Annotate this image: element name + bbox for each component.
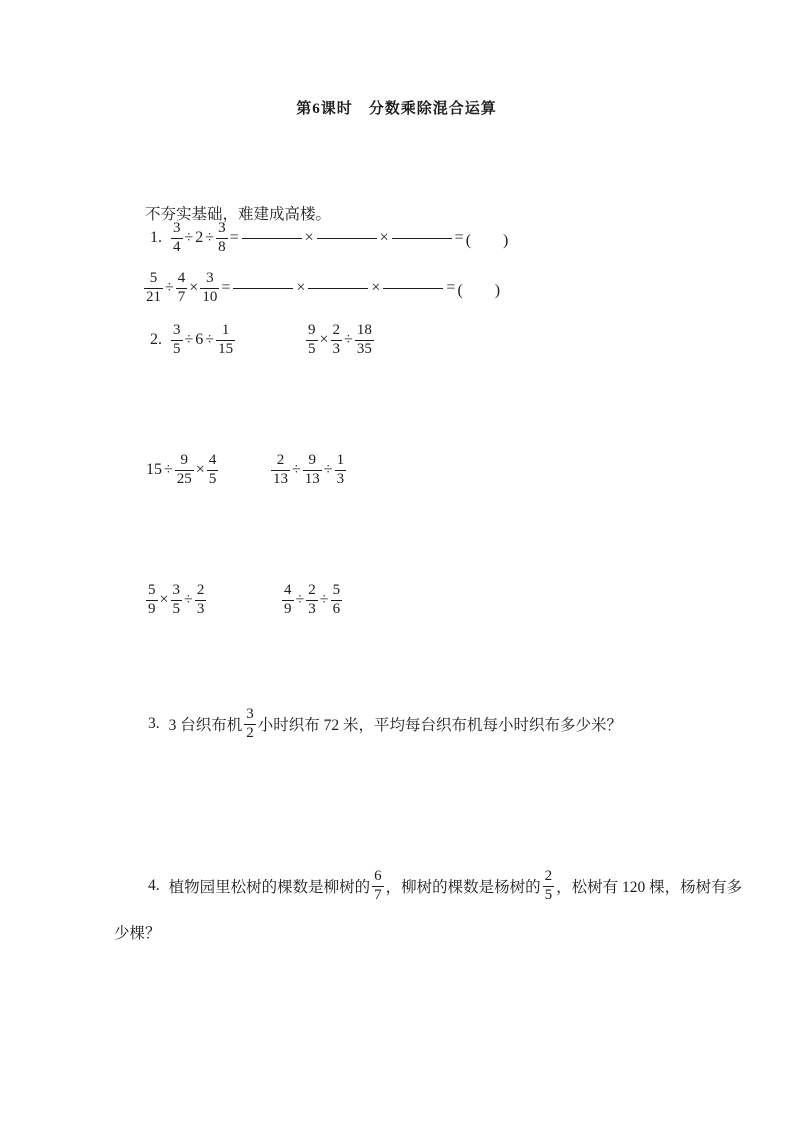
fraction-numerator: 2	[306, 582, 318, 600]
fraction-numerator: 3	[171, 322, 183, 340]
fraction-numerator: 18	[355, 322, 374, 340]
fraction-numerator: 4	[207, 452, 219, 470]
fraction-denominator: 10	[202, 288, 218, 305]
problem-2-row-2-left	[145, 448, 219, 492]
answer-blank-line	[392, 238, 452, 239]
fraction	[355, 322, 374, 358]
operator: =	[446, 279, 456, 296]
text-run: 2	[195, 229, 204, 246]
fraction-numerator: 5	[331, 582, 343, 600]
fraction-numerator: 3	[216, 220, 228, 238]
problem-4-text-line-2	[113, 910, 162, 954]
fraction	[195, 582, 207, 618]
fraction-numerator: 2	[271, 452, 290, 470]
operator: ÷	[344, 331, 353, 348]
answer-blank-line	[317, 238, 377, 239]
fraction-numerator: 1	[335, 452, 347, 470]
answer-blank-line	[308, 288, 368, 289]
fraction	[144, 270, 163, 306]
fraction	[176, 270, 188, 306]
operator: ×	[159, 591, 169, 608]
operator: ÷	[292, 461, 301, 478]
page-title: 第6课时 分数乘除混合运算	[296, 101, 497, 117]
operator: ×	[296, 279, 306, 296]
operator: ×	[371, 279, 381, 296]
problem-2-row-3-right	[281, 578, 343, 622]
fraction	[171, 322, 183, 358]
fraction-numerator: 5	[146, 582, 158, 600]
operator: ×	[189, 279, 199, 296]
fraction-numerator: 4	[282, 582, 294, 600]
fraction-numerator: 4	[176, 270, 188, 288]
fraction-denominator: 9	[284, 600, 292, 617]
operator: ÷	[165, 279, 174, 296]
fraction	[175, 452, 194, 488]
problem-2-row-1-left	[150, 318, 236, 362]
problem-number: 4.	[148, 877, 160, 894]
fraction-denominator: 5	[172, 600, 181, 617]
fraction	[216, 322, 235, 358]
text-run: 3 台织布机	[168, 717, 243, 734]
operator: ÷	[205, 229, 215, 246]
fraction	[306, 582, 318, 618]
operator: ÷	[323, 461, 333, 478]
fraction-numerator: 1	[216, 322, 235, 340]
intro-text: 不夯实基础，难建成高楼。	[145, 205, 332, 223]
fraction-denominator: 3	[308, 600, 316, 617]
operator: ×	[304, 229, 314, 246]
fraction-denominator: 2	[246, 724, 254, 741]
fraction	[244, 706, 256, 742]
text-run: 少棵？	[114, 925, 161, 942]
operator: ÷	[164, 461, 173, 478]
fraction-denominator: 3	[332, 340, 341, 357]
fraction-numerator: 3	[244, 706, 256, 724]
problem-number: 3.	[148, 715, 160, 732]
text-run: 15	[146, 461, 162, 478]
problem-1-line-1	[150, 216, 509, 260]
fraction	[200, 270, 219, 306]
fraction-numerator: 3	[200, 270, 219, 288]
fraction-denominator: 3	[196, 600, 205, 617]
fraction	[331, 582, 343, 618]
text-run: 小时织布 72 米，平均每台织布机每小时织布多少米？	[257, 717, 623, 734]
operator: ×	[195, 461, 205, 478]
fraction-numerator: 2	[543, 868, 555, 886]
fraction-numerator: 2	[331, 322, 343, 340]
operator: ×	[379, 229, 389, 246]
problem-number: 2.	[150, 331, 162, 348]
fraction	[372, 868, 384, 904]
answer-blank-line	[233, 288, 293, 289]
text-run: ，柳树的棵数是杨树的	[385, 879, 541, 896]
answer-blank-line	[242, 238, 302, 239]
fraction-denominator: 8	[218, 238, 226, 255]
fraction	[335, 452, 347, 488]
operator: ÷	[184, 229, 194, 246]
fraction-denominator: 3	[336, 470, 345, 487]
fraction-denominator: 6	[332, 600, 341, 617]
fraction-denominator: 35	[356, 340, 372, 357]
fraction-denominator: 7	[177, 288, 186, 305]
fraction-denominator: 21	[146, 288, 161, 305]
text-run: 6	[195, 331, 204, 348]
fraction-numerator: 6	[372, 868, 384, 886]
fraction-denominator: 4	[173, 238, 181, 255]
problem-3-text	[148, 702, 623, 746]
fraction-numerator: 3	[171, 220, 183, 238]
operator: ÷	[184, 591, 193, 608]
fraction-denominator: 5	[544, 886, 553, 903]
operator: ÷	[184, 331, 194, 348]
fraction-denominator: 5	[208, 470, 217, 487]
fraction	[171, 582, 183, 618]
fraction	[207, 452, 219, 488]
fraction	[271, 452, 290, 488]
answer-blank-line	[383, 288, 443, 289]
problem-number: 1.	[150, 229, 162, 246]
fraction	[216, 220, 228, 256]
problem-4-text-line-1	[148, 864, 743, 908]
fraction-denominator: 5	[173, 340, 181, 357]
operator: ÷	[319, 591, 329, 608]
fraction-denominator: 13	[273, 470, 288, 487]
fraction-numerator: 3	[171, 582, 183, 600]
fraction-numerator: 9	[175, 452, 194, 470]
fraction	[171, 220, 183, 256]
problem-2-row-3-left	[145, 578, 207, 622]
problem-2-row-1-right	[305, 318, 375, 362]
fraction-numerator: 5	[144, 270, 163, 288]
text-run: ( )	[465, 231, 509, 249]
fraction-denominator: 13	[304, 470, 320, 487]
fraction	[146, 582, 158, 618]
problem-2-row-2-right	[270, 448, 347, 492]
problem-1-line-2	[143, 266, 501, 310]
fraction	[331, 322, 343, 358]
fraction-numerator: 9	[303, 452, 322, 470]
operator: =	[221, 279, 231, 296]
fraction-numerator: 9	[306, 322, 318, 340]
text-run: 植物园里松树的棵数是柳树的	[168, 879, 371, 896]
fraction	[306, 322, 318, 358]
operator: ÷	[205, 331, 215, 348]
operator: ×	[319, 331, 329, 348]
fraction	[543, 868, 555, 904]
fraction-denominator: 7	[374, 886, 382, 903]
operator: =	[229, 229, 239, 246]
fraction	[303, 452, 322, 488]
fraction-denominator: 15	[218, 340, 234, 357]
fraction-denominator: 5	[308, 340, 316, 357]
fraction-denominator: 9	[148, 600, 156, 617]
fraction-numerator: 2	[195, 582, 207, 600]
operator: =	[454, 229, 464, 246]
operator: ÷	[295, 591, 305, 608]
fraction	[282, 582, 294, 618]
text-run: ，松树有 120 棵，杨树有多	[556, 879, 743, 896]
fraction-denominator: 25	[176, 470, 192, 487]
text-run: ( )	[457, 281, 501, 299]
